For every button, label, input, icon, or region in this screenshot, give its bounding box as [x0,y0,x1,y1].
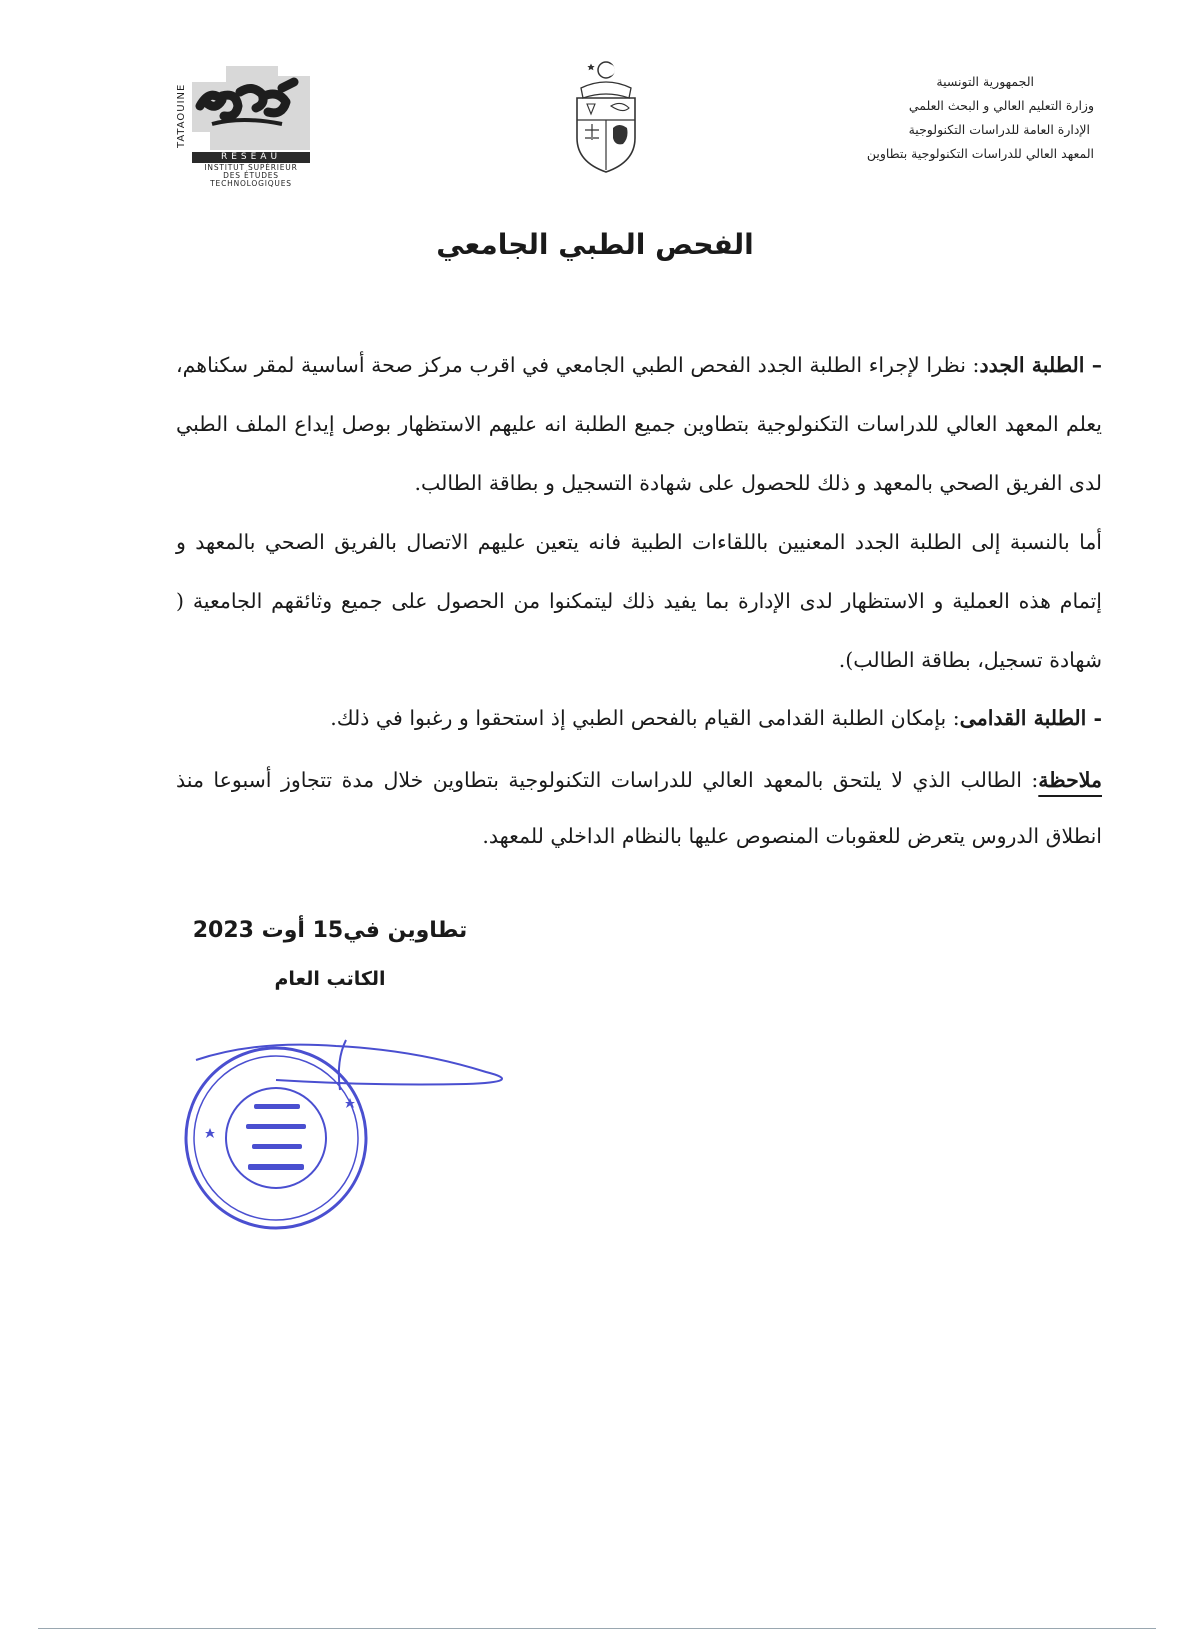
old-students-label: - الطلبة القدامى [959,706,1102,730]
bottom-rule [38,1628,1156,1629]
official-stamp-icon [176,1020,566,1250]
logo-reseau-band: RESEAU [192,152,310,163]
document-title: الفحص الطبي الجامعي [436,228,754,261]
new-students-paragraph [176,336,1102,513]
logo-sub-line: INSTITUT SUPÉRIEUR [204,163,298,172]
iset-logo [178,66,314,188]
coat-of-arms-icon [571,58,641,176]
old-students-text: : بإمكان الطلبة القدامى القيام بالفحص الطبي إذ استحقوا و رغبوا في ذلك. [330,706,960,730]
signature-date: تطاوين في15 أوت 2023 [192,918,468,943]
signer-title: الكاتب العام [274,968,386,990]
logo-sub-line: DES ÉTUDES [223,171,279,180]
new-students-label: – الطلبة الجدد [979,353,1103,377]
logo-vertical-text: TATAOUINE [176,83,187,149]
institute-line: المعهد العالي للدراسات التكنولوجية بتطاوين [866,146,1094,161]
logo-sub-line: TECHNOLOGIQUES [210,179,292,188]
ministry-header [774,70,1094,166]
note-label: ملاحظة [1038,768,1102,792]
note-paragraph [176,752,1102,864]
new-students-text: : نظرا لإجراء الطلبة الجدد الفحص الطبي الجامعي في اقرب مركز صحة أساسية لمقر سكناهم، يعلم المعهد العالي للدراسات التكنولوجية بتطاوين جميع الطلبة انه عليهم الاستظهار بوصل إيداع الملف الطبي لدى الفريق الصحي بالمعهد و ذلك للحصول على شهادة التسجيل و بطاقة الطالب. [176,353,1102,495]
note-text: : الطالب الذي لا يلتحق بالمعهد العالي للدراسات التكنولوجية بتطاوين خلال مدة تتجاوز أسبوعا منذ انطلاق الدروس يتعرض للعقوبات المنصوص عليها بالنظام الداخلي للمعهد. [176,768,1102,848]
new-students-paragraph-2: أما بالنسبة إلى الطلبة الجدد المعنيين باللقاءات الطبية فانه يتعين عليهم الاتصال بالفريق الصحي بالمعهد و إتمام هذه العملية و الاستظهار لدى الإدارة بما يفيد ذلك ليتمكنوا من الحصول على جميع وثائقهم الجامعية ( شهادة تسجيل، بطاقة الطالب). [176,530,1102,672]
republic-line: الجمهورية التونسية [936,74,1034,89]
directorate-line: الإدارة العامة للدراسات التكنولوجية [908,122,1090,137]
ministry-line: وزارة التعليم العالي و البحث العلمي [908,98,1094,113]
logo-subtitle [192,164,310,188]
document-body [176,336,1102,864]
iset-logo-mark-icon [192,66,310,150]
old-students-paragraph [176,690,1102,746]
